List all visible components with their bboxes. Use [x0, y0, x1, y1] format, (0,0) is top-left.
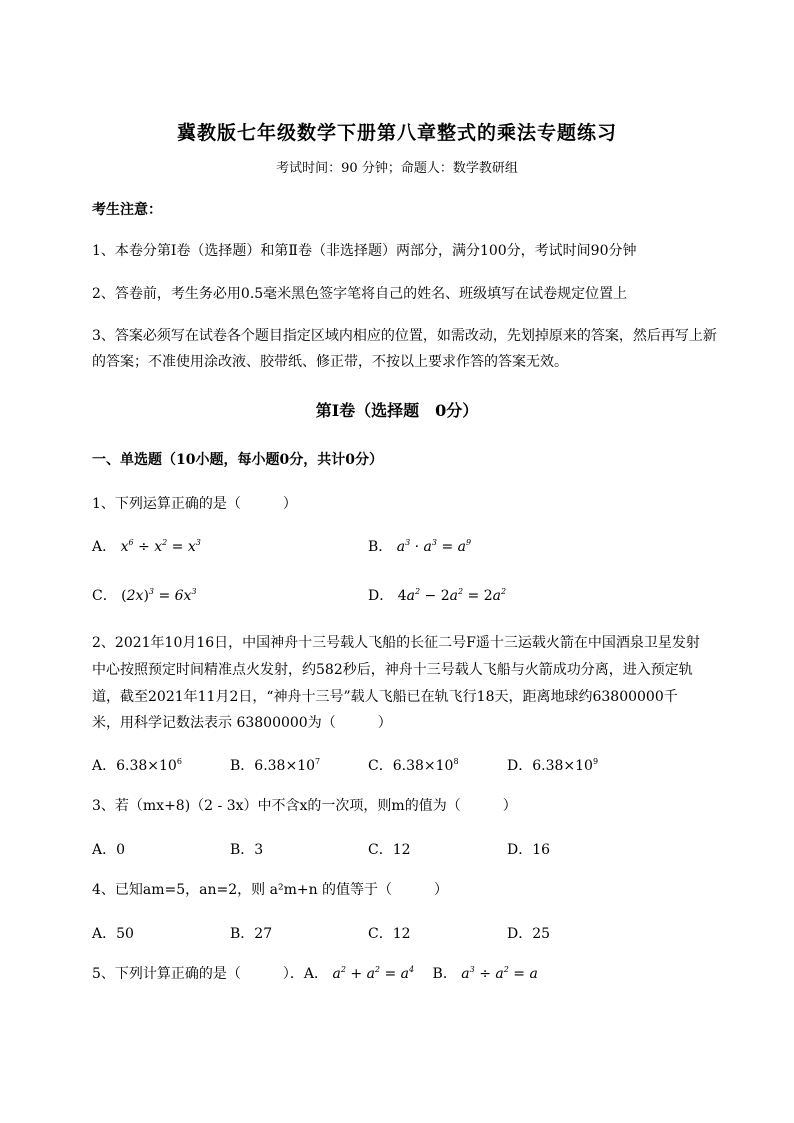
q3-option-a: A．0 — [92, 842, 126, 858]
q2-stem-line-1: 2、2021年10月16日，中国神舟十三号载人飞船的长征二号F遥十三运载火箭在中国酒泉卫星发射 — [92, 635, 700, 651]
q1-option-d-formula: $4a^2 - 2a^2 = 2a^2$ — [397, 587, 507, 604]
q3-option-b: B．3 — [230, 842, 264, 858]
q1-option-d-label: D． — [368, 588, 394, 604]
q2-option-d-exponent: 9 — [592, 757, 599, 766]
q5-option-b-label: B． — [432, 966, 457, 982]
q3-option-c: C．12 — [368, 842, 411, 858]
q1-option-b — [368, 537, 471, 557]
q2-option-b-text: B．6.38×10 — [230, 758, 316, 774]
q4-option-b: B．27 — [230, 926, 273, 942]
q1-option-b-formula: $a^3 \cdot a^3 = a^9$ — [396, 538, 472, 555]
q5-option-b-formula: $a^3 \div a^2 = a$ — [461, 965, 538, 982]
notice-item-2: 2、答卷前，考生务必用0.5毫米黑色签字笔将自己的姓名、班级填写在试卷规定位置上 — [92, 286, 628, 302]
q2-option-b-exponent: 7 — [315, 757, 321, 766]
part-heading: 一、单选题（10小题，每小题0分，共计0分） — [92, 452, 383, 468]
exam-title: 冀教版七年级数学下册第八章整式的乘法专题练习 — [176, 122, 617, 144]
q2-option-d — [507, 756, 598, 776]
q2-option-d-text: D．6.38×10 — [507, 758, 593, 774]
q4-stem: 4、已知am=5，an=2，则 a²m+n 的值等于（ ） — [92, 882, 449, 898]
q2-stem-line-4: 米，用科学记数法表示 63800000为（ ） — [92, 715, 392, 731]
q4-option-a: A．50 — [92, 926, 134, 942]
q1-option-c-formula: $(2x)^3 = 6x^3$ — [121, 587, 197, 604]
q2-option-c-exponent: 8 — [453, 757, 459, 766]
q5-line — [92, 964, 538, 984]
q2-option-a — [92, 756, 182, 776]
q2-option-a-exponent: 6 — [176, 757, 182, 766]
q1-stem: 1、下列运算正确的是（ ） — [92, 496, 297, 512]
notice-item-1: 1、本卷分第Ⅰ卷（选择题）和第Ⅱ卷（非选择题）两部分，满分100分，考试时间90分钟 — [92, 243, 637, 259]
q3-stem: 3、若（mx+8)（2 - 3x）中不含x的一次项，则m的值为（ ） — [92, 798, 517, 814]
q1-option-b-label: B． — [368, 539, 393, 555]
notice-item-3: 3、答案必须写在试卷各个题目指定区域内相应的位置，如需改动，先划掉原来的答案，然后再写上新 — [92, 328, 717, 344]
q2-option-b — [230, 756, 320, 776]
q5-stem: 5、下列计算正确的是（ ）．A． — [92, 966, 329, 982]
q1-option-d — [368, 586, 506, 606]
notice-heading: 考生注意： — [92, 202, 162, 218]
q1-option-a-formula: $x^6 \div x^2 = x^3$ — [120, 538, 201, 555]
notice-item-3-cont: 的答案；不准使用涂改液、胶带纸、修正带，不按以上要求作答的答案无效。 — [92, 354, 568, 370]
q1-option-a — [92, 537, 201, 557]
q2-option-c-text: C．6.38×10 — [368, 758, 454, 774]
q1-option-c — [92, 586, 197, 606]
q2-stem-line-2: 中心按照预定时间精准点火发射，约582秒后，神舟十三号载人飞船与火箭成功分离，进入预定轨 — [92, 662, 693, 678]
q1-option-c-label: C． — [92, 588, 117, 604]
exam-subtitle: 考试时间：90 分钟；命题人：数学教研组 — [276, 161, 518, 176]
q4-option-d: D．25 — [507, 926, 551, 942]
q3-option-d: D．16 — [507, 842, 551, 858]
q2-option-c — [368, 756, 459, 776]
q5-option-a-formula: $a^2 + a^2 = a^4$ — [332, 965, 415, 982]
q2-stem-line-3: 道，截至2021年11月2日，“神舟十三号”载人飞船已在轨飞行18天，距离地球约63800000千 — [92, 689, 678, 705]
section-title: 第Ⅰ卷（选择题 0分） — [315, 401, 479, 420]
q1-option-a-label: A． — [92, 539, 117, 555]
q2-option-a-text: A．6.38×10 — [92, 758, 177, 774]
q4-option-c: C．12 — [368, 926, 411, 942]
